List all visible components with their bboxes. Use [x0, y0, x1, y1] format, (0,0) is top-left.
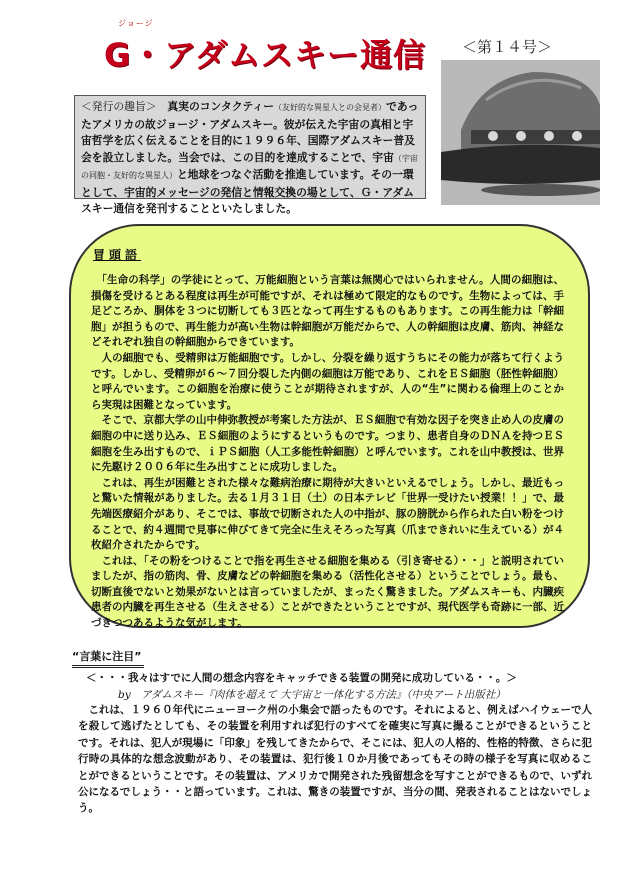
intro-text-2: と地球をつなぐ活動を推進しています。その一環として、宇宙的メッセージの発信と情報交換の場として、Ｇ・アダムスキー通信を発刊することといたしました。 [81, 168, 414, 215]
furigana: ジョージ [118, 19, 154, 28]
intro-box [74, 95, 426, 215]
panel-paragraph: 「生命の科学」の学徒にとって、万能細胞という言葉は無関心ではいられません。人間の細胞は、損傷を受けるとある程度は再生が可能ですが、それは極めて限定的なものです。生物によっては、手足どころか、胴体を３つに切断しても３匹となって再生するものもあります。この再生能力は「幹細胞」が担うもので、再生能力が高い生物は幹細胞が万能だからで、人の幹細胞は皮膚、筋肉、神経などそれぞれ独自の幹細胞からできています。 [91, 274, 564, 349]
issue-number: ＜第１４号＞ [462, 38, 553, 56]
opening-remarks-panel [69, 224, 590, 628]
flying-saucer-photo [441, 60, 600, 205]
quote-byline: by アダムスキー『肉体を超えて 大宇宙と一体化する方法』（中央アート出版社） [118, 689, 506, 701]
intro-note-contactee: （友好的な異星人との会見者） [274, 103, 387, 112]
panel-paragraph: これは、「その粉をつけることで指を再生させる細胞を集める（引き寄せる）・・」と説明されていましたが、指の筋肉、骨、皮膚などの幹細胞を集める（活性化させる）ということでしょう。最も、切断直後でないと効果がないとは言っていましたが、まったく驚きました。アダムスキーも、内臓疾患者の内臓を再生させる（生えさせる）ことができたということですが、現代医学も奇跡に一部、近づきつつあるような気がします。 [91, 554, 564, 630]
flying-saucer-photo-graphic [441, 60, 600, 205]
panel-paragraph: これは、再生が困難とされた様々な難病治療に期待が大きいといえるでしょう。しかし、最近もっと驚いた情報がありました。去る１月３１日（土）の日本テレビ「世界一受けたい授業！！」で、最先端医療紹介があり、そこでは、事故で切断された人の中指が、豚の膀胱から作られた白い粉をつけることで、約４週間で見事に伸びてきて完全に生えそろった写真（爪まできれいに生えている）が４枚紹介されたからです。 [91, 476, 564, 552]
quote-heading: “言葉に注目” [72, 648, 144, 668]
intro-text-1: であったアメリカの故ジョージ・アダムスキー。彼が伝えた宇宙の真相と宇宙哲学を広く伝えることを目的に１９９６年、国際アダムスキー普及会を設立しました。当会では、この目的を達成することで、宇宙 [81, 100, 419, 164]
panel-paragraph: そこで、京都大学の山中伸弥教授が考案した方法が、ＥＳ細胞で有効な因子を突き止め人の皮膚の細胞の中に送り込み、ＥＳ細胞のようにするというものです。つまり、患者自身のＤＮＡを持つＥＳ細胞を生み出すもので、ｉＰＳ細胞（人工多能性幹細胞）と呼んでいます。これを山中教授は、世界に先駆け２００６年に生み出すことに成功しました。 [91, 414, 564, 474]
panel-paragraph: 人の細胞でも、受精卵は万能細胞です。しかし、分裂を繰り返すうちにその能力が落ちて行くようです。しかし、受精卵が６～７回分裂した内側の細胞は万能であり、これをＥＳ細胞（胚性幹細胞）と呼んでいます。この細胞を治療に使うことが期待されますが、人の“生”に関わる倫理上のことから実現は困難となっています。 [91, 351, 564, 411]
quote-headline: ＜・・・我々はすでに人間の想念内容をキャッチできる装置の開発に成功している・・。＞ [86, 672, 517, 684]
newsletter-title: G・アダムスキー通信 [104, 36, 427, 74]
intro-label: ＜発行の趣旨＞ [81, 100, 157, 113]
panel-heading: 冒頭語 [93, 248, 142, 262]
intro-note-space: （宇宙の同胞・友好的な異星人） [81, 153, 418, 180]
quote-body: これは、１９６０年代にニューヨーク州の小集会で語ったものです。それによると、例えばハイウェーで人を殺して逃げたとしても、その装置を利用すれば犯行のすべてを確実に写真に撮ることができるということです。それは、犯人が現場に「印象」を残してきたからで、そこには、犯人の人格的、性格的特徴、さらに犯行時の具体的な想念波動があり、その装置は、犯行後１０か月後であってもその時の様子を写真に収めることができるということです。その装置は、アメリカで開発された残留想念を写すことができるもので、いずれ公になるでしょう・・と語っています。これは、驚きの装置ですが、当分の間、発表されることはないでしょう。 [78, 704, 592, 815]
intro-lead: 真実のコンタクティー [156, 100, 275, 113]
